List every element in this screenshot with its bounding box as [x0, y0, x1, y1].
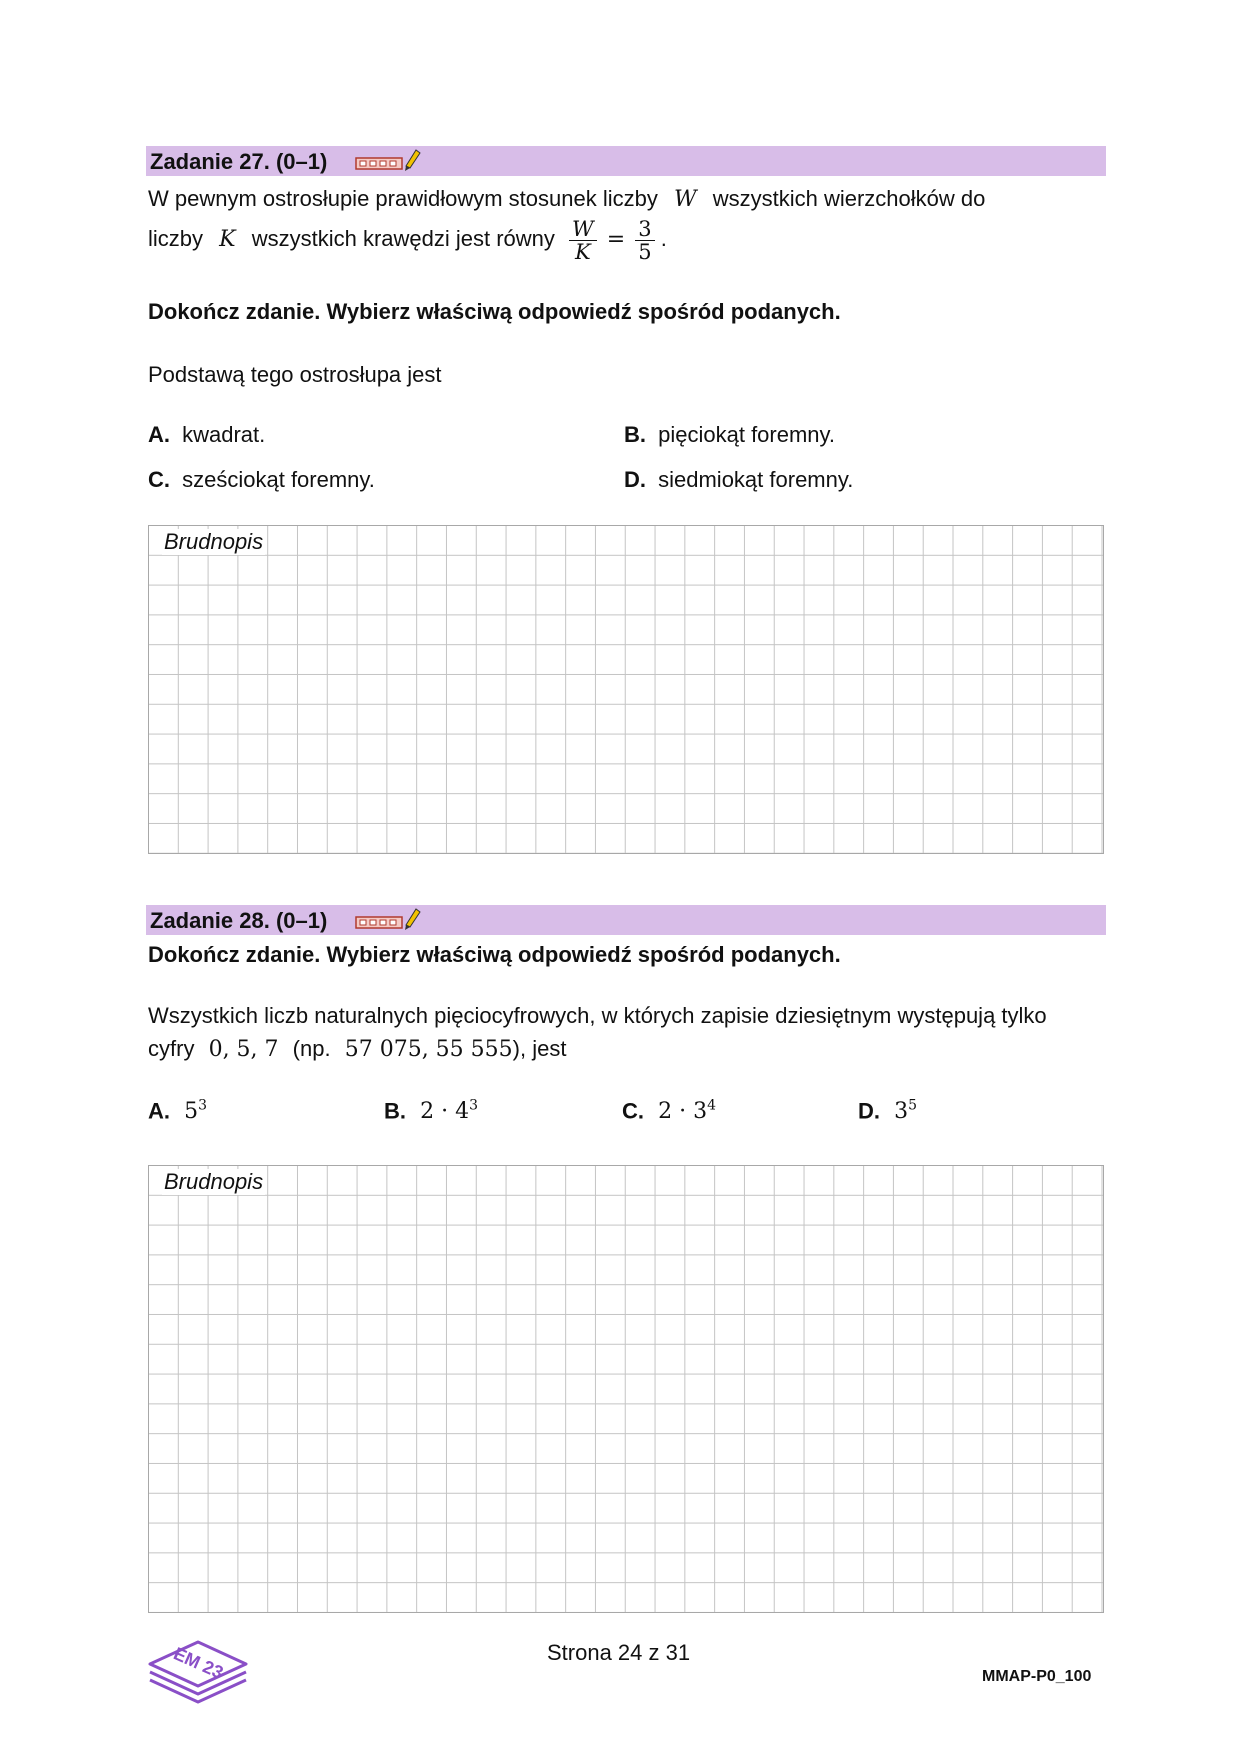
option-text: siedmiokąt foremny.	[658, 467, 854, 492]
option-letter: D.	[624, 467, 646, 492]
task-27-option-d[interactable]	[624, 467, 853, 493]
task-27-instruction: Dokończ zdanie. Wybierz właściwą odpowiedź spośród podanych.	[148, 299, 841, 324]
option-text: sześciokąt foremny.	[182, 467, 375, 492]
task-27-header	[146, 146, 1106, 176]
task-28-stem-line2	[148, 1036, 566, 1062]
scratch-grid-28[interactable]	[148, 1165, 1104, 1613]
task-28-header	[146, 905, 1106, 935]
option-letter: C.	[622, 1098, 644, 1124]
task-27-option-a[interactable]	[148, 422, 265, 448]
stem-text: cyfry	[148, 1036, 195, 1061]
fraction-numerator: 3	[635, 218, 654, 241]
calculator-pencil-icon	[354, 146, 422, 174]
stem-text: (np.	[292, 1036, 331, 1061]
fraction-denominator: K	[574, 239, 591, 264]
option-letter: B.	[624, 422, 646, 447]
scratch-grid-27[interactable]	[148, 525, 1104, 854]
task-27-lead: Podstawą tego ostrosłupa jest	[148, 362, 442, 387]
logo-text: EM 23	[170, 1643, 227, 1683]
exam-code: MMAP-P0_100	[982, 1668, 1092, 1685]
scratch-label: Brudnopis	[164, 1169, 264, 1194]
option-base: 2 · 4	[420, 1099, 470, 1125]
task-28-option-b[interactable]	[384, 1098, 478, 1124]
option-exponent: 4	[707, 1098, 717, 1114]
stem-text: wszystkich krawędzi jest równy	[251, 226, 555, 251]
task-28-stem-line1: Wszystkich liczb naturalnych pięciocyfrowych, w których zapisie dziesiętnym występują tylko	[148, 1003, 1047, 1028]
option-exponent: 3	[469, 1098, 479, 1114]
option-letter: B.	[384, 1098, 406, 1124]
variable-w: W	[673, 187, 697, 212]
page-number: Strona 24 z 31	[547, 1640, 691, 1665]
task-27-option-c[interactable]	[148, 467, 375, 493]
variable-k: K	[219, 227, 236, 252]
stem-text: wszystkich wierzchołków do	[712, 186, 986, 211]
task-27-title: Zadanie 27. (0–1)	[150, 149, 328, 174]
option-letter: A.	[148, 1098, 170, 1124]
fraction-denominator: 5	[638, 239, 652, 264]
stem-text: liczby	[148, 226, 204, 251]
stacked-sheets-logo	[146, 1636, 250, 1710]
period: .	[660, 226, 667, 251]
equals-sign: =	[606, 227, 626, 252]
digits-list: 0, 5, 7	[208, 1037, 279, 1062]
scratch-label: Brudnopis	[164, 529, 264, 554]
task-28-title: Zadanie 28. (0–1)	[150, 908, 328, 933]
task-28-option-c[interactable]	[622, 1098, 716, 1124]
option-text: pięciokąt foremny.	[658, 422, 836, 447]
option-letter: A.	[148, 422, 170, 447]
calculator-pencil-icon	[354, 905, 422, 933]
example-numbers: 57 075, 55 555	[344, 1037, 513, 1062]
task-28-instruction: Dokończ zdanie. Wybierz właściwą odpowiedź spośród podanych.	[148, 942, 841, 967]
option-base: 2 · 3	[658, 1099, 708, 1125]
option-letter: D.	[858, 1098, 880, 1124]
fraction-w-over-k	[569, 218, 597, 263]
fraction-3-over-5	[635, 218, 654, 263]
option-base: 3	[894, 1099, 909, 1125]
fraction-numerator: W	[569, 218, 597, 241]
task-27-option-b[interactable]	[624, 422, 835, 448]
stem-text: ), jest	[512, 1036, 567, 1061]
option-text: kwadrat.	[182, 422, 266, 447]
task-28-option-d[interactable]	[858, 1098, 917, 1124]
task-27-stem-line2	[148, 216, 667, 263]
option-exponent: 3	[198, 1098, 208, 1114]
option-base: 5	[184, 1099, 199, 1125]
option-letter: C.	[148, 467, 170, 492]
option-exponent: 5	[908, 1098, 918, 1114]
task-27-stem-line1	[148, 186, 985, 212]
stem-text: W pewnym ostrosłupie prawidłowym stosunek liczby	[148, 186, 658, 211]
task-28-option-a[interactable]	[148, 1098, 207, 1124]
